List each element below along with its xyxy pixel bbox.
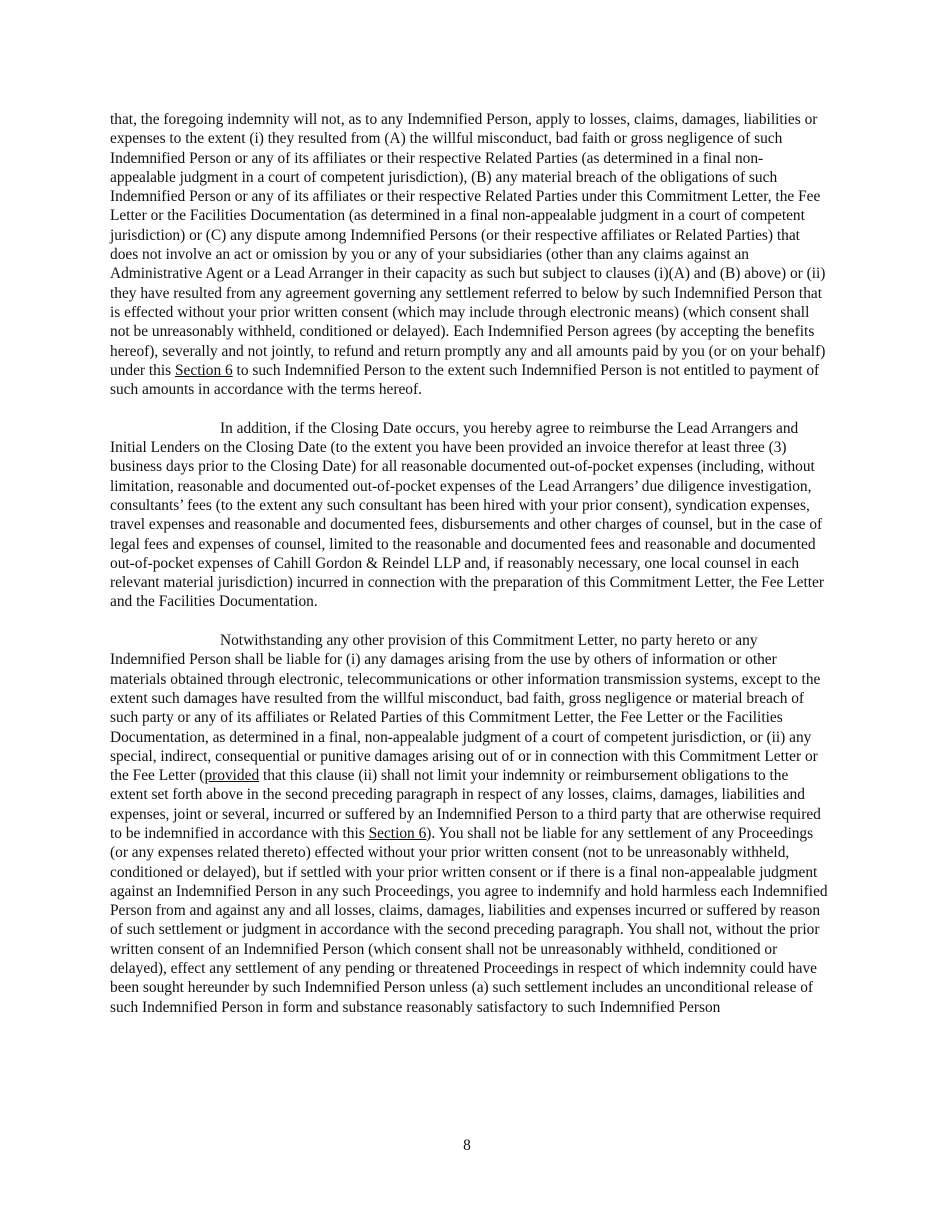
document-page <box>110 110 828 1036</box>
page-number: 8 <box>463 1137 471 1154</box>
text-run: to such Indemnified Person to the extent such Indemnified Person is not entitled to payment of such amounts in accordance with the terms hereof. <box>110 361 820 399</box>
paragraph-reimbursement-expenses <box>110 419 828 612</box>
text-run: that this clause (ii) shall not limit your indemnity or reimbursement obligations to the extent set forth above in the second preceding paragraph in respect of any losses, claims, damages, liabilities and expenses, joint or several, incurred or suffered by an Indemnified Person to a third party that are otherwise required to be indemnified in accordance with this <box>110 767 821 842</box>
paragraph-limitation-of-liability <box>110 631 828 1017</box>
underlined-text: Section 6 <box>174 361 233 379</box>
text-run: Notwithstanding any other provision of this Commitment Letter, no party hereto or any Indemnified Person shall be liable for (i) any damages arising from the use by others of information or other materials obtained through electronic, telecommunications or other information transmission systems, except to the extent such damages have resulted from the willful misconduct, bad faith, gross negligence or material breach of such party or any of its affiliates or Related Parties of this Commitment Letter, the Fee Letter or the Facilities Documentation, as determined in a final, non-appealable judgment of a court of competent jurisdiction, or (ii) any special, indirect, consequential or punitive damages arising out of or in connection with this Commitment Letter or the Fee Letter ( <box>110 632 821 785</box>
text-run: that, the foregoing indemnity will not, as to any Indemnified Person, apply to losses, claims, damages, liabilities or expenses to the extent (i) they resulted from (A) the willful misconduct, bad faith or gross negligence of such Indemnified Person or any of its affiliates or their respective Related Parties (as determined in a final non-appealable judgment in a court of competent jurisdiction), (B) any material breach of the obligations of such Indemnified Person or any of its affiliates or their respective Related Parties under this Commitment Letter, the Fee Letter or the Facilities Documentation (as determined in a final non-appealable judgment in a court of competent jurisdiction) or (C) any dispute among Indemnified Persons (or their respective affiliates or Related Parties) that does not involve an act or omission by you or any of your subsidiaries (other than any claims against an Administrative Agent or a Lead Arranger in their capacity as such but subject to clauses (i)(A) and (B) above) or (ii) they have resulted from any agreement governing any settlement referred to below by such Indemnified Person that is effected without your prior written consent (which may include through electronic means) (which consent shall not be unreasonably withheld, conditioned or delayed). Each Indemnified Person agrees (by accepting the benefits hereof), severally and not jointly, to refund and return promptly any and all amounts paid by you (or on your behalf) under this <box>110 111 826 379</box>
underlined-text: provided <box>204 767 260 785</box>
paragraph-indemnity-continuation <box>110 110 828 399</box>
underlined-text: Section 6 <box>368 824 427 842</box>
text-run: ). You shall not be liable for any settlement of any Proceedings (or any expenses related thereto) effected without your prior written consent (not to be unreasonably withheld, conditioned or delayed), but if settled with your prior written consent or if there is a final non-appealable judgment against an Indemnified Person in any such Proceedings, you agree to indemnify and hold harmless each Indemnified Person from and against any and all losses, claims, damages, liabilities and expenses incurred or suffered by reason of such settlement or judgment in accordance with the second preceding paragraph. You shall not, without the prior written consent of an Indemnified Person (which consent shall not be unreasonably withheld, conditioned or delayed), effect any settlement of any pending or threatened Proceedings in respect of which indemnity could have been sought hereunder by such Indemnified Person unless (a) such settlement includes an unconditional release of such Indemnified Person in form and substance reasonably satisfactory to such Indemnified Person <box>110 824 828 1016</box>
text-run: In addition, if the Closing Date occurs, you hereby agree to reimburse the Lead Arrangers and Initial Lenders on the Closing Date (to the extent you have been provided an invoice therefor at least three (3) business days prior to the Closing Date) for all reasonable documented out-of-pocket expenses (including, without limitation, reasonable and documented out-of-pocket expenses of the Lead Arrangers’ due diligence investigation, consultants’ fees (to the extent any such consultant has been hired with your prior consent), syndication expenses, travel expenses and reasonable and documented fees, disbursements and other charges of counsel, but in the case of legal fees and expenses of counsel, limited to the reasonable and documented fees and reasonable and documented out-of-pocket expenses of Cahill Gordon & Reindel LLP and, if reasonably necessary, one local counsel in each relevant material jurisdiction) incurred in connection with the preparation of this Commitment Letter, the Fee Letter and the Facilities Documentation. <box>110 419 824 611</box>
